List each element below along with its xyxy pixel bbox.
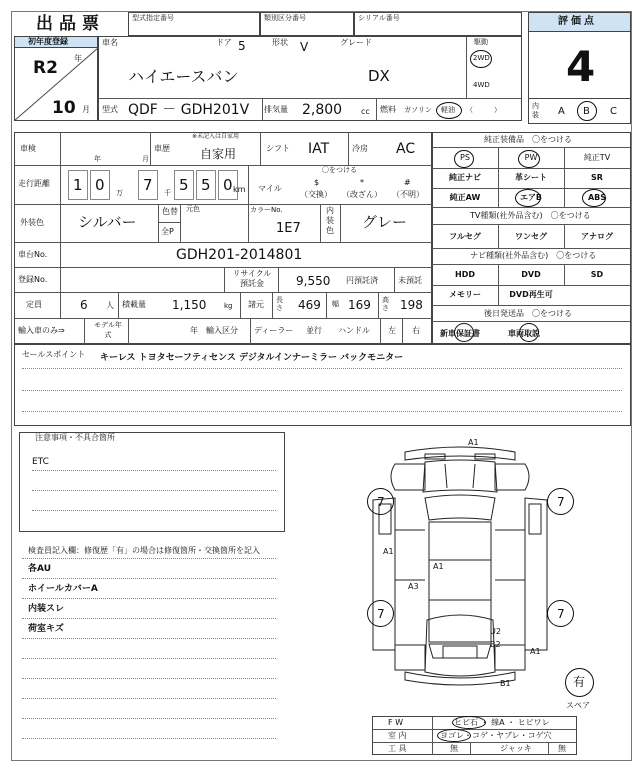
disp-divider [262,98,263,121]
capacity-value: 6 [80,298,88,312]
capacity-unit: 人 [106,301,114,310]
model-year-unit: 年 [190,326,198,335]
diagram-label-pillar: A1 [433,562,444,571]
equipment-option[interactable]: SR [591,173,603,182]
diagram-label-left-side: A1 [383,547,394,556]
line-dotted [22,598,276,599]
row-line [432,248,631,249]
col-line [380,318,381,344]
equipment-option[interactable]: フルセグ [449,232,481,241]
car-name-value: ハイエースバン [128,67,239,86]
row-line [432,168,631,169]
class-no-label: 類別区分番号 [264,14,306,22]
fuel-diesel[interactable]: 軽油 [441,106,455,114]
drive-divider [466,36,467,98]
width-label: 幅 [332,300,339,308]
load-label: 積載量 [122,300,146,309]
tools-label: 工 具 [388,744,407,753]
manual-circle [519,323,539,342]
mile-asterisk-sub: （改ざん） [342,190,382,199]
interior-color-value: グレー [362,213,408,231]
inspector-line-1: 各AU [28,564,51,574]
notes-line-1: ETC [32,457,49,467]
fuel-other: （ ） [466,106,501,114]
equipment-option[interactable]: DVD [521,270,541,279]
drive-4wd[interactable]: 4WD [473,81,490,89]
grade-value: DX [368,67,390,85]
docs-warranty[interactable]: 新車保証書 [440,329,480,338]
shape-value: V [300,40,309,54]
col-line [402,318,403,344]
line-dotted [22,390,622,391]
mile-hash-sub: （不明） [392,190,424,199]
equipment-option[interactable]: ABS [587,193,607,202]
width-value: 169 [348,298,371,312]
chassis-value: GDH201-2014801 [176,247,303,263]
row-line [432,305,631,306]
fw-circled-chip [452,716,486,729]
diagram-label-rear-b2: B2 [490,640,501,649]
pw-circle [518,150,540,168]
shape-label: 形状 [272,38,288,47]
fw-items: ヒビ石 ・ 線A ・ ヒビワレ [454,718,550,727]
first-reg-month: 10 [52,98,76,118]
inspector-header: 検査員記入欄：修復歴「有」の場合は修復箇所・交換箇所を記入 [28,546,260,555]
warranty-circle [454,323,474,342]
orig-color-label: 元色 [186,205,200,213]
equipment-option[interactable]: SD [590,270,604,279]
first-reg-label: 初年度登録 [28,37,68,46]
equipment-option[interactable]: 純正TV [583,153,611,162]
first-reg-month-unit: 月 [82,105,90,114]
diagram-label-front: A1 [468,438,479,447]
col-line [260,132,261,165]
equipment-option[interactable]: HDD [455,270,475,279]
tire-front-right-value: 7 [557,495,565,509]
col-line [326,292,327,318]
col-line [248,165,249,204]
shift-label: シフト [266,144,290,153]
model-spec-no-label: 型式指定番号 [132,14,174,22]
recycle-deposited[interactable]: 円預託済 [346,276,378,285]
tire-rear-right-value: 7 [557,607,565,621]
height-label: 高さ [382,296,389,312]
recycle-value: 9,550 [296,274,331,288]
score-label: 評価点 [558,16,597,27]
col-line [378,292,379,318]
row-line [432,147,631,148]
interior-row-items: ヨゴレ・コゲ・ヤブレ・コゲ穴 [440,731,552,740]
mileage-digit: 0 [95,176,105,194]
interior-row-label: 室 内 [388,731,407,740]
shift-value: IAT [308,141,330,157]
color-no-label: カラーNo. [250,206,283,214]
length-value: 469 [298,298,321,312]
equipment-option[interactable]: 革シート [515,173,547,182]
mileage-digit: 7 [143,176,153,194]
genuine-header: 純正装備品 〇をつける [484,135,572,144]
mileage-digit: 5 [179,176,189,194]
drive-label: 駆動 [474,38,488,46]
grade-label: グレード [340,38,372,47]
interior-grade-a[interactable]: A [558,106,565,117]
line-dotted [22,368,622,369]
col-line [272,292,273,318]
tv-header: TV種類(社外品含む) 〇をつける [470,211,591,220]
equipment-option[interactable]: DVD再生可 [509,290,553,299]
mileage-circle-note: 〇をつける [322,166,357,174]
recolor-label: 色替 [162,207,178,216]
recycle-label: リサイクル預託金 [232,269,272,288]
col-line [150,132,151,165]
diagram-label-rear-corner: A1 [530,647,541,656]
door-value: 5 [238,39,246,53]
cc-unit: cc [361,107,370,116]
equipment-option[interactable]: PS [460,153,470,162]
handle-right[interactable]: 右 [412,326,420,335]
handle-label: ハンドル [338,326,370,335]
equipment-option[interactable]: メモリー [449,290,481,299]
history-note: ※未記入は自家用 [192,133,240,140]
spare-tire-value: 有 [573,675,586,689]
import-parallel[interactable]: 並行 [306,326,322,335]
mile-asterisk[interactable]: * [360,178,364,187]
col-line [60,132,61,318]
col-line [548,742,549,755]
mileage-digit: 1 [73,176,83,194]
tire-front-left-value: 7 [377,495,385,509]
length-label: 長さ [276,296,283,312]
diagram-label-rear-bumper: B1 [500,679,511,688]
row-line [14,318,432,319]
line-dotted [22,578,276,579]
import-dealer[interactable]: ディーラー [254,326,294,335]
form-title: 出品票 [36,14,105,34]
detail-grid [14,132,432,344]
row-line [372,729,577,730]
fuel-label: 燃料 [380,105,396,114]
col-line [248,204,249,242]
mileage-km-unit: km [233,185,246,194]
docs-manual[interactable]: 車両取説 [508,329,540,338]
all-paint-label[interactable]: 全P [161,227,174,236]
equipment-option[interactable]: アナログ [581,232,613,241]
line-dotted [22,658,276,659]
color-label: 外装色 [20,218,44,227]
spare-tire-label: スペア [566,701,590,710]
airbag-circle [515,189,541,207]
row-line [372,742,577,743]
inspection-year: 年 [94,155,101,163]
line-dotted [22,558,276,559]
load-unit: kg [224,302,233,310]
serial-no-label: シリアル番号 [358,14,400,22]
col-line [158,204,159,242]
dims-label: 諸元 [248,300,264,309]
equipment-option[interactable]: エアB [519,193,543,202]
ac-value: AC [396,141,416,157]
row-line [432,321,631,322]
col-line [348,132,349,165]
row-line [14,242,432,243]
inspector-line-2: ホイールカバーA [28,584,98,594]
recycle-not-deposited[interactable]: 未預託 [398,276,422,285]
line-dotted [32,510,276,511]
equipment-option[interactable]: 純正AW [449,193,481,202]
fw-label: F W [388,718,404,727]
col-line [180,204,181,242]
mileage-digit: 0 [223,176,233,194]
score-value: 4 [566,42,596,91]
interior-grade-label: 内装 [532,102,539,119]
col-line [320,204,321,242]
row-line [432,207,631,208]
col-line [240,292,241,318]
mileage-man-unit: 万 [116,189,123,197]
row-line [432,224,631,225]
vehicle-damage-diagram [365,440,555,690]
line-dotted [22,718,276,719]
notes-header: 注意事項・不具合箇所 [35,433,115,442]
row-line [14,267,432,268]
capacity-label: 定員 [26,300,42,309]
line-dotted [22,698,276,699]
fuel-divider [376,98,377,121]
mileage-sen-unit: 千 [164,189,171,197]
drive-2wd[interactable]: 2WD [473,54,490,62]
row-line [432,264,631,265]
tire-rear-left-value: 7 [377,607,385,621]
col-line [340,204,341,242]
row-line [14,292,432,293]
displacement-value: 2,800 [302,102,343,118]
model-label: 型式 [102,105,118,114]
line-dotted [22,411,622,412]
jack-label: ジャッキ [500,744,532,753]
line-dotted [22,738,276,739]
inspection-label: 車検 [20,144,36,153]
sales-point-label: セールスポイント [22,350,86,359]
fuel-gasoline[interactable]: ガソリン [404,106,432,114]
equipment-option[interactable]: ワンセグ [515,232,547,241]
inspector-line-3: 内装スレ [28,604,65,614]
inspection-month: 月 [142,155,149,163]
color-value: シルバー [78,213,137,231]
load-value: 1,150 [172,298,207,312]
mile-dollar[interactable]: $ [314,178,320,187]
door-label: ドア [216,38,232,47]
col-line [394,267,395,292]
ac-label: 冷房 [352,144,368,153]
line-dotted [22,618,276,619]
model-value: QDF － GDH201V [128,102,250,118]
car-name-label: 車名 [102,38,118,47]
chassis-label: 車台No. [18,250,48,259]
equipment-option[interactable]: 純正ナビ [449,173,481,182]
import-label: 輸入車のみ⇒ [18,326,65,335]
col-line [250,318,251,344]
first-reg-era: R2 [33,58,58,78]
interior-color-label: 内装色 [326,206,334,235]
col-line [278,267,279,292]
col-line [128,318,129,344]
tools-none[interactable]: 無 [450,744,458,753]
first-reg-year-unit: 年 [74,54,82,63]
mile-dollar-sub: （交換） [300,190,332,199]
displacement-label: 排気量 [264,105,288,114]
row-line [14,204,432,205]
col-line [432,716,433,755]
inspector-line-4: 荷室キズ [28,624,64,634]
model-row-line [98,98,522,99]
interior-circled-dirt [437,729,471,742]
col-line [84,318,85,344]
ps-circle [454,150,474,168]
mile-label: マイル [258,184,282,193]
row-line [158,222,180,223]
import-class-label: 輸入区分 [206,326,238,335]
row-line [14,165,432,166]
col-line [470,742,471,755]
interior-grade-c[interactable]: C [610,106,617,117]
interior-grade-b[interactable]: B [583,106,590,117]
docs-header: 後日発送品 〇をつける [484,309,572,318]
sales-point-text: キーレス トヨタセーフティセンス デジタルインナーミラー バックモニター [100,353,404,363]
line-dotted [32,470,276,471]
col-line [118,292,119,318]
mileage-label: 走行距離 [18,179,50,188]
line-dotted [32,490,276,491]
jack-none[interactable]: 無 [558,744,566,753]
notes-box [19,432,285,532]
line-dotted [22,638,276,639]
equipment-option[interactable]: PW [524,153,538,162]
col-line [224,267,225,292]
diagram-label-rear-u2: U2 [490,627,501,636]
history-value: 自家用 [200,147,237,161]
reg-no-label: 登録No. [18,275,48,284]
handle-left[interactable]: 左 [388,326,396,335]
mileage-digit: 5 [201,176,211,194]
mile-hash[interactable]: # [404,178,411,187]
model-year-label: モデル年式 [94,321,122,339]
height-value: 198 [400,298,423,312]
history-label: 車歴 [154,144,170,153]
diagram-label-mid: A3 [408,582,419,591]
navi-header: ナビ種類(社外品含む) 〇をつける [470,251,597,260]
line-dotted [22,678,276,679]
color-no-value: 1E7 [276,221,301,236]
abs-circle [582,189,606,207]
row-line [432,285,631,286]
